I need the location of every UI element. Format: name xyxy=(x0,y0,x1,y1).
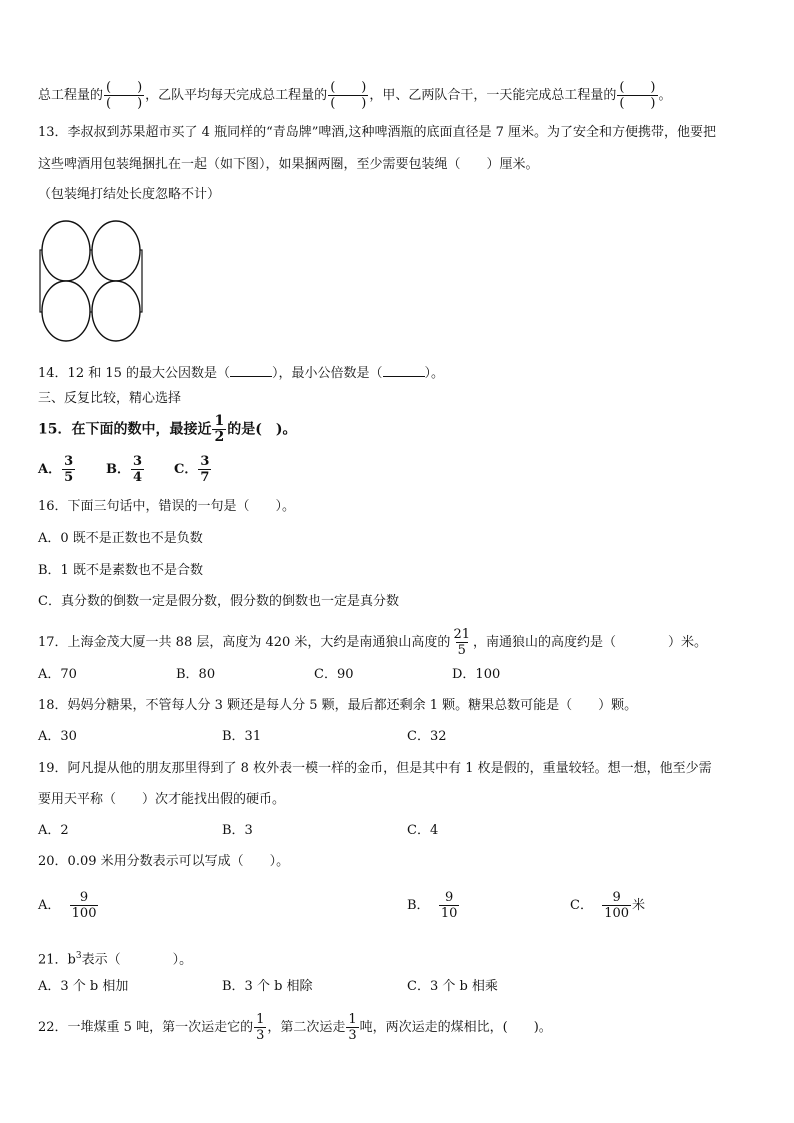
question-14: 14．12 和 15 的最大公因数是（ ），最小公倍数是（ ）。 xyxy=(38,366,445,381)
option-a[interactable]: A．0 既不是正数也不是负数 xyxy=(38,531,203,546)
bottle-circle xyxy=(42,221,90,281)
option-c[interactable]: C．3 个 b 相乘 xyxy=(407,979,498,994)
question-13-line1: 13．李叔叔到苏果超市买了 4 瓶同样的“青岛牌”啤酒,这种啤酒瓶的底面直径是 7 厘米。为了安全和方便携带，他要把 xyxy=(38,125,717,140)
option-c[interactable]: C．90 xyxy=(314,667,354,682)
bottle-circle xyxy=(42,281,90,341)
answer-blank[interactable] xyxy=(230,364,272,377)
question-16: 16．下面三句话中，错误的一句是（ ）。 xyxy=(38,499,296,514)
option-a[interactable]: A．3 个 b 相加 xyxy=(38,979,129,994)
option-b[interactable]: B． $\frac{3}{4}$ xyxy=(106,454,143,485)
bottles-figure xyxy=(36,218,146,344)
option-c[interactable]: C． $\frac{3}{7}$ xyxy=(174,454,210,485)
blank-fraction: $\frac{( )}{( )}$ xyxy=(619,80,656,111)
option-c[interactable]: C．真分数的倒数一定是假分数，假分数的倒数也一定是真分数 xyxy=(38,594,399,609)
option-a[interactable]: A．70 xyxy=(38,667,77,682)
blank-fraction: $\frac{( )}{( )}$ xyxy=(330,80,367,111)
blank-fraction: $\frac{( )}{( )}$ xyxy=(106,80,143,111)
option-b[interactable]: B．3 个 b 相除 xyxy=(222,979,313,994)
option-a[interactable]: A． $\frac{9}{100}$ xyxy=(38,890,97,921)
question-22: 22．一堆煤重 5 吨，第一次运走它的 $\frac{1}{3}$ ，第二次运走 $\frac{1}{3}$ 吨，两次运走的煤相比，( )。 xyxy=(38,1012,552,1043)
fraction: $\frac{1}{3}$ xyxy=(256,1012,265,1043)
option-a[interactable]: A．2 xyxy=(38,823,69,838)
fraction: $\frac{21}{5}$ xyxy=(453,627,470,658)
answer-blank[interactable] xyxy=(383,364,425,377)
option-fraction: $\frac{9}{10}$ xyxy=(440,890,458,921)
option-d[interactable]: D．100 xyxy=(452,667,501,682)
question-19-line1: 19．阿凡提从他的朋友那里得到了 8 枚外表一模一样的金币，但是其中有 1 枚是假的，重量较轻。想一想，他至少需 xyxy=(38,761,712,776)
question-13-note: （包装绳打结处长度忽略不计） xyxy=(38,187,221,202)
option-b[interactable]: B．31 xyxy=(222,729,262,744)
option-fraction: $\frac{9}{100}$ xyxy=(71,890,97,921)
option-fraction: $\frac{3}{4}$ xyxy=(133,454,143,485)
question-19-line2: 要用天平称（ ）次才能找出假的硬币。 xyxy=(38,792,286,807)
option-fraction: $\frac{9}{100}$ xyxy=(604,890,630,921)
option-b[interactable]: B．3 xyxy=(222,823,253,838)
question-12-tail: 总工程量的 $\frac{( )}{( )}$ ，乙队平均每天完成总工程量的 $\frac{( )}{( )}$ ，甲、乙两队合干，一天能完成总工程量的 $\frac{( )}{( )}$ 。 xyxy=(38,80,672,111)
question-20: 20．0.09 米用分数表示可以写成（ ）。 xyxy=(38,854,290,869)
option-a[interactable]: A． $\frac{3}{5}$ xyxy=(38,454,74,485)
option-fraction: $\frac{3}{7}$ xyxy=(200,454,210,485)
option-a[interactable]: A．30 xyxy=(38,729,77,744)
question-21: 21．$b^3$表示（ ）。 xyxy=(38,951,193,968)
question-15: 15．在下面的数中，最接近 $\frac{1}{2}$ 的是( )。 xyxy=(38,413,297,445)
question-18: 18．妈妈分糖果，不管每人分 3 颗还是每人分 5 颗，最后都还剩余 1 颗。糖果总数可能是（ ）颗。 xyxy=(38,698,638,713)
option-b[interactable]: B． $\frac{9}{10}$ xyxy=(407,890,458,921)
option-b[interactable]: B．1 既不是素数也不是合数 xyxy=(38,563,203,578)
fraction-half: $\frac{1}{2}$ xyxy=(214,413,225,445)
option-c[interactable]: C．4 xyxy=(407,823,439,838)
option-c[interactable]: C． $\frac{9}{100}$ 米 xyxy=(570,890,646,921)
fraction: $\frac{1}{3}$ xyxy=(348,1012,357,1043)
option-c[interactable]: C．32 xyxy=(407,729,447,744)
option-fraction: $\frac{3}{5}$ xyxy=(64,454,74,485)
option-b[interactable]: B．80 xyxy=(176,667,216,682)
section-heading: 三、反复比较，精心选择 xyxy=(38,391,182,406)
question-13-line2: 这些啤酒用包装绳捆扎在一起（如下图），如果捆两圈，至少需要包装绳（ ）厘米。 xyxy=(38,157,539,172)
bottle-circle xyxy=(92,281,140,341)
bottle-circle xyxy=(92,221,140,281)
question-17: 17．上海金茂大厦一共 88 层，高度为 420 米，大约是南通狼山高度的 $\frac{21}{5}$ ，南通狼山的高度约是（ ）米。 xyxy=(38,627,707,658)
